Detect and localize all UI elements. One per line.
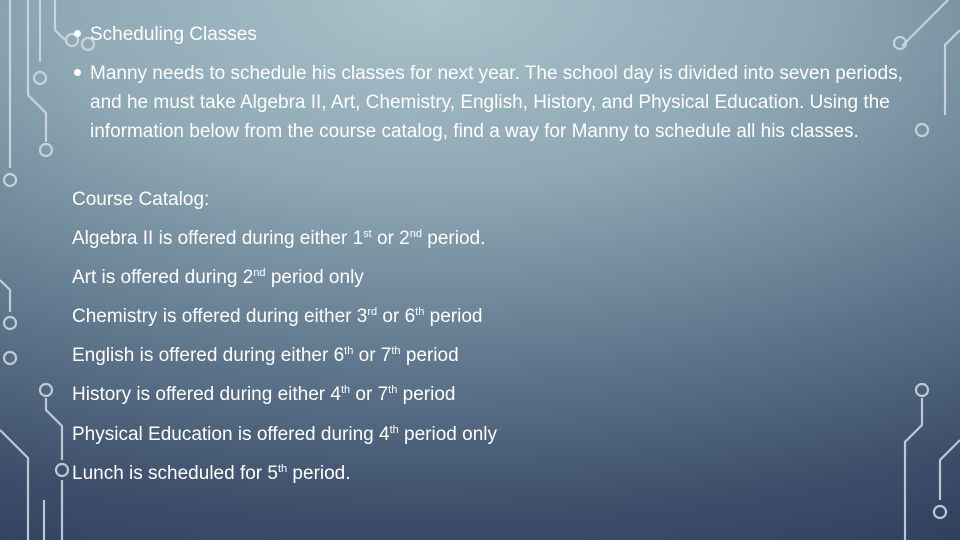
- catalog-item-art: Art is offered during 2nd period only: [72, 267, 364, 288]
- bullet-problem-statement: Manny needs to schedule his classes for next year. The school day is divided into seven periods, and he must take Algebra II, Art, Chemistry, English, History, and Physical Education. Using the information below from the course catalog, find a way for Manny to schedule all his classes.: [90, 63, 903, 142]
- catalog-item-english: English is offered during either 6th or 7th period: [72, 345, 459, 366]
- bullet-scheduling-classes: Scheduling Classes: [90, 24, 257, 45]
- catalog-item-chemistry: Chemistry is offered during either 3rd or 6th period: [72, 306, 483, 327]
- bullet-dot: [74, 69, 81, 76]
- catalog-item-physical-education: Physical Education is offered during 4th period only: [72, 424, 497, 445]
- catalog-item-algebra: Algebra II is offered during either 1st or 2nd period.: [72, 228, 486, 249]
- catalog-item-lunch: Lunch is scheduled for 5th period.: [72, 463, 351, 484]
- catalog-heading: Course Catalog:: [72, 189, 210, 210]
- bullet-dot: [74, 30, 81, 37]
- catalog-item-history: History is offered during either 4th or 7th period: [72, 384, 456, 405]
